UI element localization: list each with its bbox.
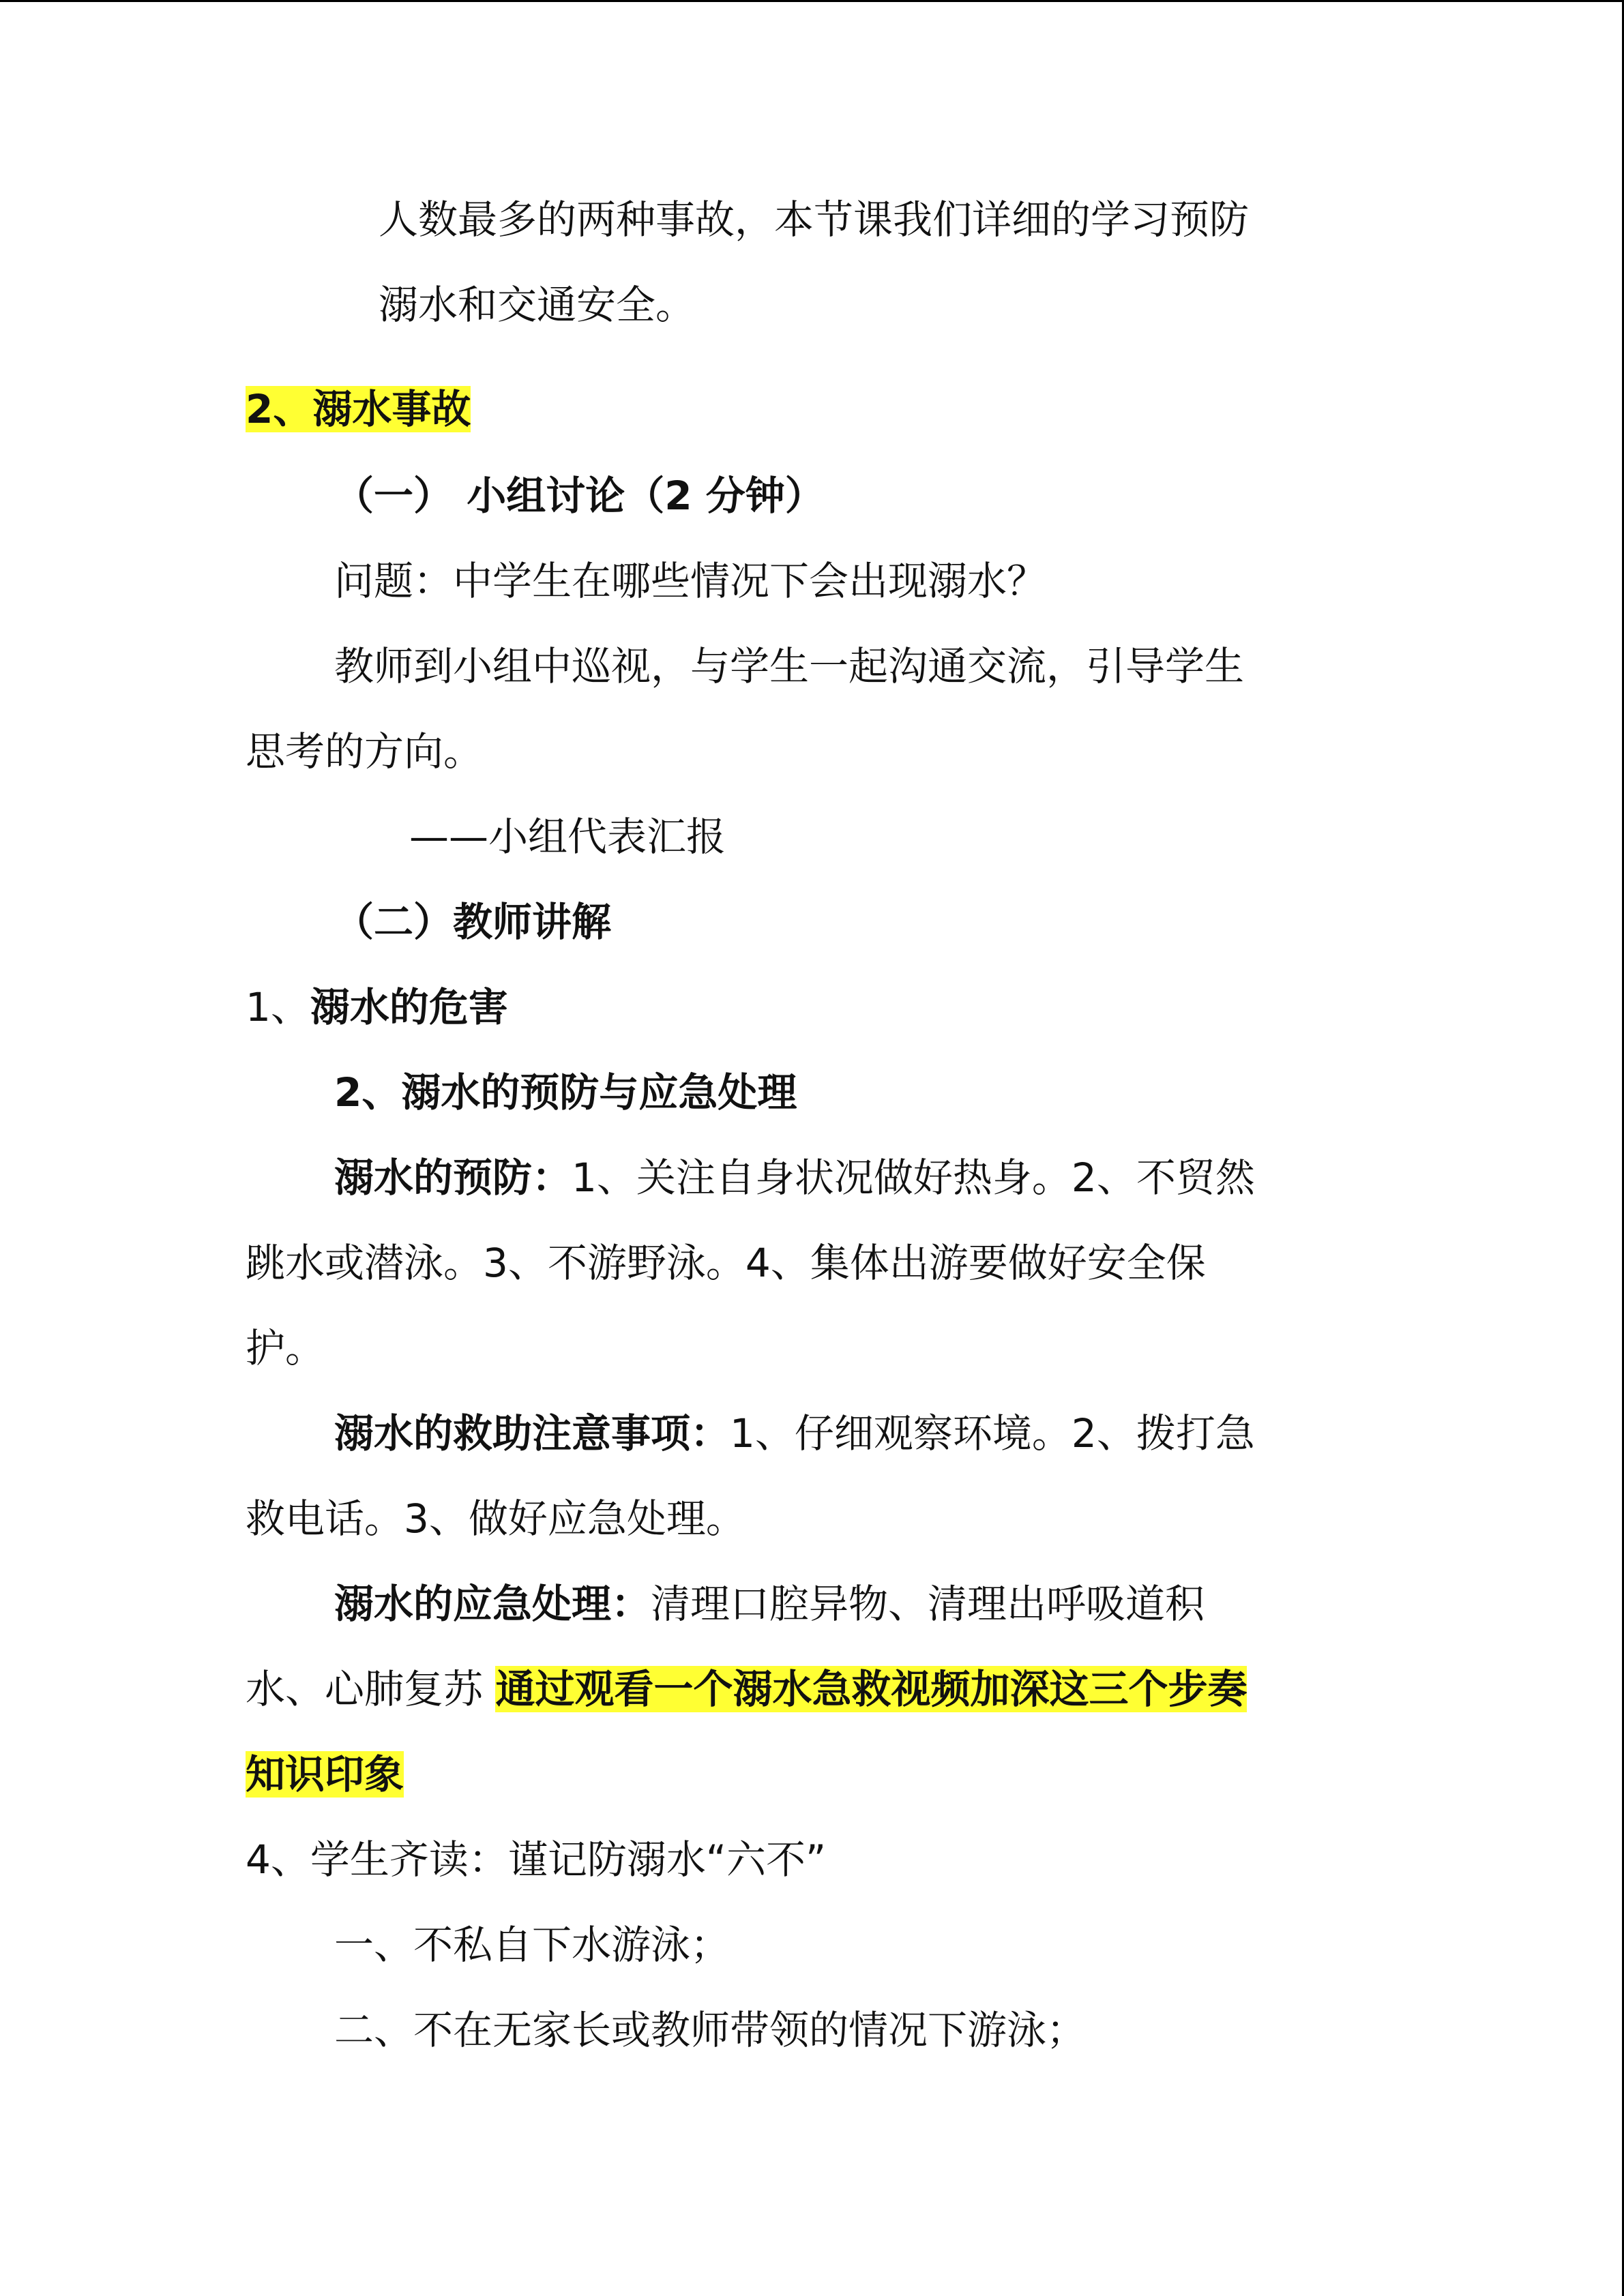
list-heading [246, 982, 1200, 1032]
list-heading [334, 1067, 1289, 1118]
text-line [334, 1408, 1357, 1459]
text-segment: 4、学生齐读：谨记防溺水“六不” [246, 1836, 826, 1883]
text-line [246, 726, 1269, 777]
list-item [334, 2005, 1357, 2055]
text-line [334, 641, 1357, 691]
highlighted-text: 2、溺水事故 [246, 386, 471, 432]
text-line [246, 1238, 1337, 1288]
text-segment: 人数最多的两种事故，本节课我们详细的学习预防 [379, 196, 1250, 243]
text-line [334, 556, 1357, 606]
text-segment: 溺水和交通安全。 [379, 282, 696, 328]
text-line [246, 1749, 1200, 1800]
text-line [334, 1579, 1357, 1629]
text-segment: 水、心肺复苏 [246, 1666, 496, 1712]
list-heading [246, 1834, 1269, 1885]
subsection-heading [334, 897, 1289, 947]
text-segment: 1、 [246, 984, 310, 1030]
text-segment: 跳水或潜泳。3、不游野泳。4、集体出游要做好安全保 [246, 1240, 1206, 1286]
page-border-top [0, 0, 1624, 2]
text-line [246, 1323, 1200, 1373]
bold-text: 2、溺水的预防与应急处理 [334, 1069, 797, 1116]
text-segment: 二、不在无家长或教师带领的情况下游泳； [334, 2007, 1087, 2053]
bold-text: 溺水的预防： [334, 1154, 572, 1201]
bold-text: 溺水的应急处理： [334, 1581, 651, 1627]
bold-text: （一） 小组讨论（2 分钟） [334, 473, 825, 519]
text-segment: 救电话。3、做好应急处理。 [246, 1495, 745, 1542]
text-segment: 清理口腔异物、清理出呼吸道积 [651, 1581, 1205, 1627]
highlighted-text: 知识印象 [246, 1751, 404, 1798]
section-heading [246, 384, 1200, 434]
text-segment: 护。 [246, 1325, 325, 1371]
list-item [334, 1920, 1289, 1970]
text-line [334, 1152, 1357, 1203]
text-line [246, 1493, 1269, 1544]
text-line [246, 1664, 1405, 1714]
text-segment: 问题：中学生在哪些情况下会出现溺水？ [334, 558, 1047, 604]
text-segment: 思考的方向。 [246, 728, 484, 775]
text-segment: 教师到小组中巡视，与学生一起沟通交流，引导学生 [334, 643, 1245, 689]
text-line [409, 811, 1364, 862]
subsection-heading [334, 471, 1289, 521]
bold-text: 溺水的危害 [310, 984, 508, 1030]
text-segment: ——小组代表汇报 [409, 814, 726, 860]
text-segment: 一、不私自下水游泳； [334, 1922, 730, 1968]
bold-text: （二）教师讲解 [334, 899, 612, 945]
text-line [379, 194, 1333, 245]
text-segment: 1、仔细观察环境。2、拨打急 [730, 1410, 1255, 1457]
bold-text: 溺水的救助注意事项： [334, 1410, 730, 1457]
text-segment: 1、关注自身状况做好热身。2、不贸然 [572, 1154, 1255, 1201]
highlighted-text: 通过观看一个溺水急救视频加深这三个步奏 [495, 1666, 1247, 1712]
text-line [379, 280, 1333, 330]
